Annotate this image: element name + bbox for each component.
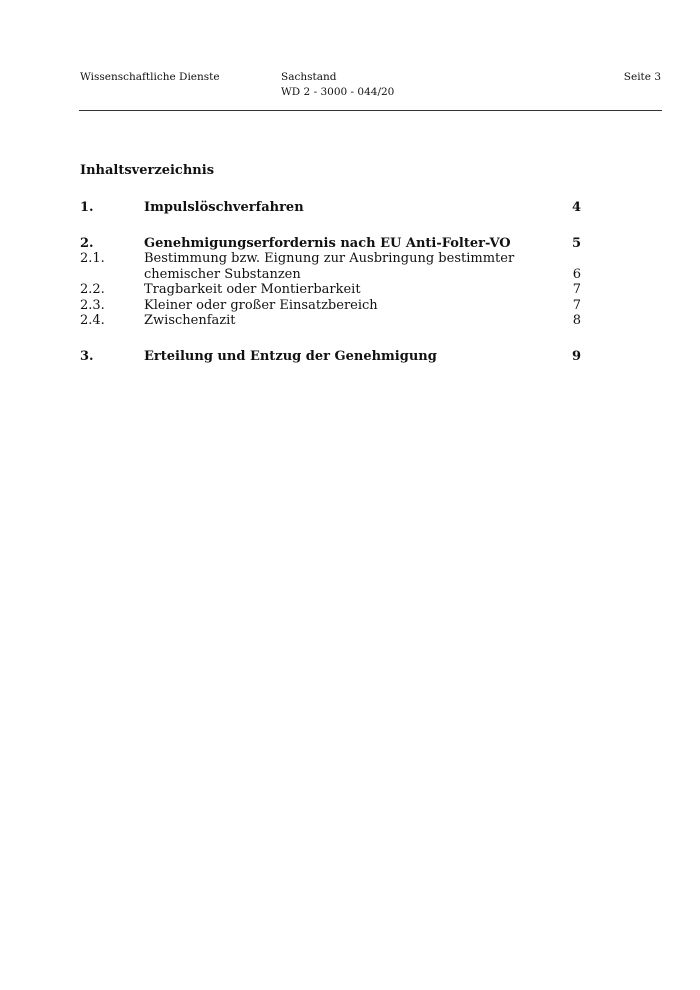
header-doc-type: Sachstand	[281, 71, 337, 83]
toc-entry-page: 7	[572, 297, 581, 313]
toc-entry-title	[144, 251, 541, 282]
toc-entry-title: Kleiner oder großer Einsatzbereich	[144, 297, 378, 313]
toc-entry-2-1[interactable]	[80, 251, 581, 282]
toc-entry-2-4[interactable]	[80, 313, 581, 329]
toc-entry-page: 6	[572, 266, 581, 282]
toc-entry-title-line-2: chemischer Substanzen	[144, 266, 301, 282]
toc-entry-page: 7	[572, 282, 581, 297]
toc-entry-page: 4	[571, 200, 581, 215]
toc-entry-title: Impulslöschverfahren	[144, 200, 304, 215]
toc-entry-3[interactable]	[80, 349, 581, 365]
toc-entry-title: Genehmigungserfordernis nach EU Anti-Folter-VO	[144, 235, 511, 251]
toc-entry-title: Tragbarkeit oder Montierbarkeit	[144, 282, 361, 297]
toc-entry-number: 2.4.	[80, 313, 105, 328]
toc-entry-number: 2.3.	[80, 297, 105, 313]
toc-entry-page: 9	[571, 348, 581, 364]
toc-entry-1[interactable]	[80, 200, 581, 216]
toc-entry-number: 2.	[80, 235, 94, 251]
toc-entry-title: Erteilung und Entzug der Genehmigung	[144, 348, 437, 364]
toc-entry-page: 5	[571, 235, 581, 251]
toc-entry-title-line-1: Bestimmung bzw. Eignung zur Ausbringung bestimmter	[144, 251, 515, 266]
header-page-number: Seite 3	[623, 71, 661, 83]
toc-entry-page: 8	[572, 313, 581, 328]
toc-entry-2-2[interactable]	[80, 282, 581, 298]
toc-entry-number: 2.1.	[80, 251, 105, 266]
header-doc-number: WD 2 - 3000 - 044/20	[281, 86, 395, 98]
toc-entry-2[interactable]	[80, 236, 581, 252]
table-of-contents	[80, 200, 581, 364]
toc-entry-2-3[interactable]	[80, 298, 581, 314]
page-header	[80, 70, 661, 110]
toc-title: Inhaltsverzeichnis	[80, 163, 215, 178]
toc-entry-number: 2.2.	[80, 282, 105, 297]
toc-entry-title: Zwischenfazit	[144, 313, 236, 328]
header-document-info	[281, 70, 394, 100]
header-divider	[79, 110, 662, 111]
header-organization: Wissenschaftliche Dienste	[80, 71, 220, 83]
toc-entry-number: 3.	[80, 348, 94, 364]
toc-entry-number: 1.	[80, 200, 94, 215]
